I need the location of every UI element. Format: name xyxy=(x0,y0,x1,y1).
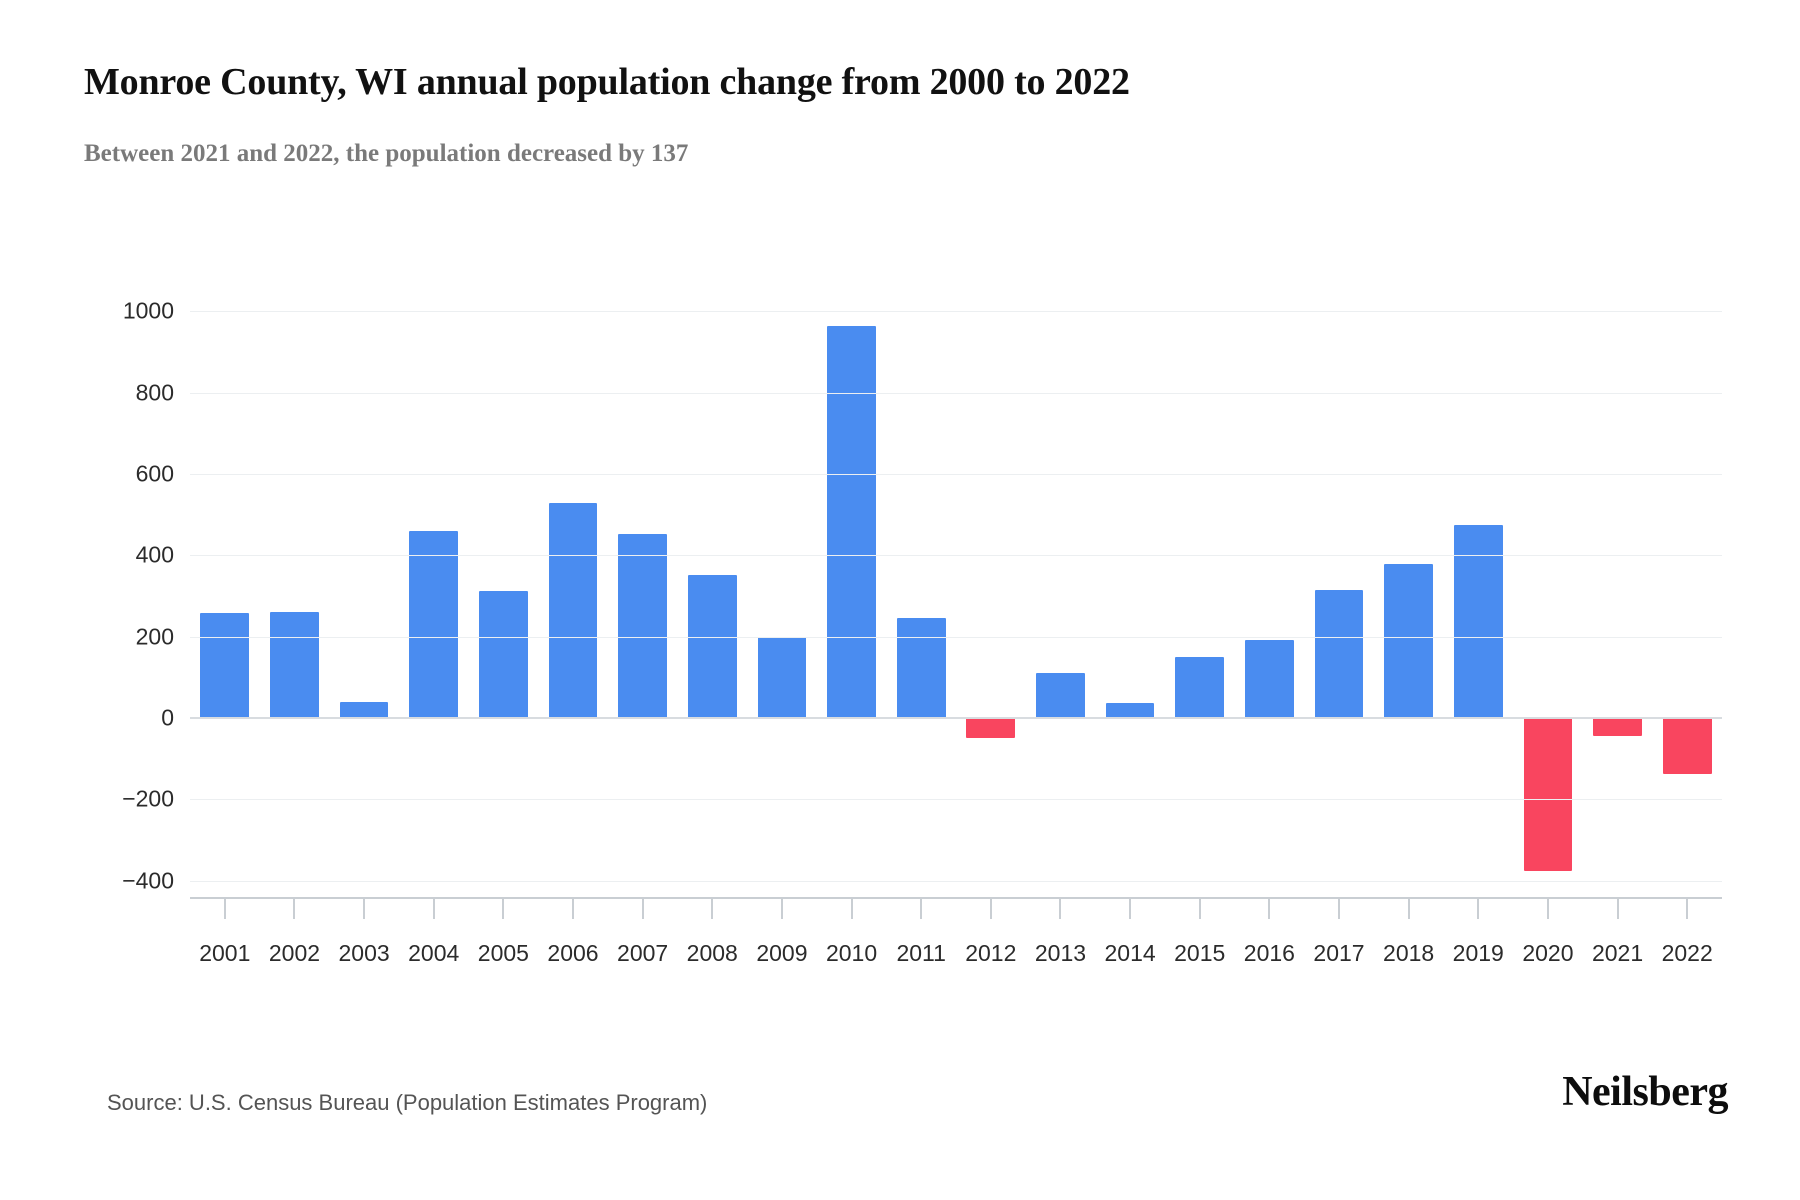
x-axis-tick-mark xyxy=(1338,897,1340,919)
page-subtitle: Between 2021 and 2022, the population decreased by 137 xyxy=(84,140,689,167)
x-axis-tick-label: 2020 xyxy=(1522,940,1574,966)
x-axis-tick-label: 2018 xyxy=(1383,940,1435,966)
bar-2014[interactable] xyxy=(1106,703,1155,718)
page-title: Monroe County, WI annual population change from 2000 to 2022 xyxy=(84,61,1130,103)
gridline xyxy=(190,393,1722,394)
y-axis-tick-label: −200 xyxy=(122,785,174,812)
plot-area xyxy=(122,287,1722,897)
bar-2010[interactable] xyxy=(827,326,876,718)
bar-2009[interactable] xyxy=(758,637,807,718)
gridline xyxy=(190,555,1722,556)
gridline xyxy=(190,799,1722,800)
x-axis-tick-mark xyxy=(1547,897,1549,919)
x-axis-tick-mark xyxy=(1199,897,1201,919)
x-axis-tick-label: 2014 xyxy=(1104,940,1156,966)
y-axis-tick-label: −400 xyxy=(122,867,174,894)
x-axis-tick-mark xyxy=(851,897,853,919)
x-axis-tick-mark xyxy=(363,897,365,919)
x-axis-ticks xyxy=(190,897,1722,927)
bar-2001[interactable] xyxy=(200,613,249,718)
x-axis-tick-mark xyxy=(572,897,574,919)
x-axis-tick-label: 2015 xyxy=(1174,940,1226,966)
x-axis-tick-label: 2019 xyxy=(1452,940,1504,966)
source-note: Source: U.S. Census Bureau (Population Estimates Program) xyxy=(107,1090,708,1115)
bar-2003[interactable] xyxy=(340,702,389,718)
x-axis-labels xyxy=(190,940,1722,974)
x-axis-tick-label: 2022 xyxy=(1661,940,1713,966)
bar-2015[interactable] xyxy=(1175,657,1224,718)
y-axis-tick-label: 400 xyxy=(135,541,174,568)
gridline xyxy=(190,311,1722,312)
brand-logo: Neilsberg xyxy=(1562,1069,1728,1115)
bar-2011[interactable] xyxy=(897,618,946,718)
y-axis-tick-label: 600 xyxy=(135,460,174,487)
bar-2006[interactable] xyxy=(549,503,598,719)
x-axis-tick-mark xyxy=(1268,897,1270,919)
bar-2016[interactable] xyxy=(1245,640,1294,718)
x-axis-tick-label: 2010 xyxy=(825,940,878,966)
x-axis-tick-mark xyxy=(224,897,226,919)
bar-2005[interactable] xyxy=(479,591,528,718)
x-axis-tick-mark xyxy=(781,897,783,919)
x-axis-tick-label: 2009 xyxy=(756,940,808,966)
x-axis-tick-label: 2006 xyxy=(547,940,599,966)
bar-2007[interactable] xyxy=(618,534,667,718)
x-axis-tick-mark xyxy=(502,897,504,919)
y-axis-tick-label: 200 xyxy=(135,623,174,650)
bar-2018[interactable] xyxy=(1384,564,1433,719)
x-axis-tick-mark xyxy=(1477,897,1479,919)
bar-2017[interactable] xyxy=(1315,590,1364,718)
x-axis-tick-mark xyxy=(1059,897,1061,919)
gridline xyxy=(190,637,1722,638)
x-axis-tick-mark xyxy=(293,897,295,919)
x-axis-tick-label: 2011 xyxy=(896,940,946,966)
bar-2020[interactable] xyxy=(1524,718,1573,871)
x-axis-tick-mark xyxy=(920,897,922,919)
y-axis-tick-label: 0 xyxy=(161,704,174,731)
x-axis-tick-label: 2004 xyxy=(408,940,460,966)
zero-line xyxy=(190,717,1722,719)
x-axis-tick-mark xyxy=(642,897,644,919)
x-axis-tick-mark xyxy=(433,897,435,919)
x-axis-tick-label: 2003 xyxy=(338,940,390,966)
x-axis-tick-label: 2021 xyxy=(1591,940,1644,966)
bar-2012[interactable] xyxy=(966,718,1015,738)
x-axis-tick-label: 2001 xyxy=(199,940,251,966)
x-axis-tick-label: 2016 xyxy=(1243,940,1295,966)
x-axis-tick-label: 2005 xyxy=(477,940,529,966)
x-axis-tick-label: 2007 xyxy=(617,940,669,966)
x-axis-tick-mark xyxy=(1617,897,1619,919)
x-axis-tick-label: 2012 xyxy=(965,940,1017,966)
bar-2022[interactable] xyxy=(1663,718,1712,774)
gridline xyxy=(190,474,1722,475)
y-axis-tick-label: 800 xyxy=(135,379,174,406)
gridline xyxy=(190,881,1722,882)
x-axis-tick-mark xyxy=(1129,897,1131,919)
x-axis-tick-mark xyxy=(1686,897,1688,919)
y-axis-tick-label: 1000 xyxy=(122,297,174,324)
bar-2013[interactable] xyxy=(1036,673,1085,719)
x-axis-tick-mark xyxy=(711,897,713,919)
bar-2019[interactable] xyxy=(1454,525,1503,718)
x-axis-tick-mark xyxy=(990,897,992,919)
x-axis-tick-label: 2013 xyxy=(1034,940,1087,966)
bar-2002[interactable] xyxy=(270,612,319,718)
bar-series xyxy=(190,287,1722,897)
x-axis-tick-label: 2017 xyxy=(1313,940,1365,966)
x-axis-tick-label: 2008 xyxy=(686,940,738,966)
bar-2008[interactable] xyxy=(688,575,737,719)
x-axis-tick-mark xyxy=(1408,897,1410,919)
x-axis-tick-label: 2002 xyxy=(268,940,321,966)
bar-2021[interactable] xyxy=(1593,718,1642,736)
bar-2004[interactable] xyxy=(409,531,458,718)
